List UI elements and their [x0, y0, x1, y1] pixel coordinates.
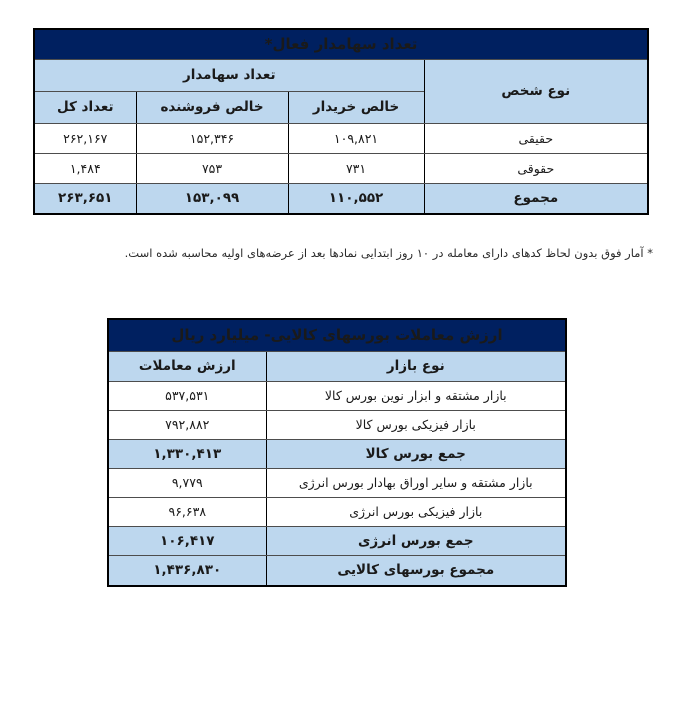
total-value: ۲۶۲,۱۶۷ [34, 123, 136, 153]
trade-value: ۱,۳۳۰,۴۱۳ [108, 439, 266, 468]
column-header-trade-value: ارزش معاملات [108, 351, 266, 381]
person-type-header: نوع شخص [424, 59, 648, 123]
commodity-exchanges-table [107, 318, 567, 587]
market-name: مجموع بورسهای کالایی [266, 555, 566, 586]
trade-value: ۹,۷۷۹ [108, 468, 266, 497]
trade-value: ۵۳۷,۵۳۱ [108, 381, 266, 410]
market-name: بازار فیزیکی بورس کالا [266, 410, 566, 439]
table-row-commodity-exchange-sum [108, 439, 566, 468]
table-row-derivatives-commodity [108, 381, 566, 410]
market-name: جمع بورس انرژی [266, 526, 566, 555]
market-name: بازار فیزیکی بورس انرژی [266, 497, 566, 526]
table-row-individual [34, 123, 648, 153]
table-row-physical-energy [108, 497, 566, 526]
net-seller-value: ۷۵۳ [136, 153, 288, 183]
table-row-sum [34, 183, 648, 214]
commodity-table-title: ارزش معاملات بورسهای کالایی- میلیارد ریال [108, 319, 566, 351]
column-header-total: تعداد کل [34, 91, 136, 123]
net-buyer-value: ۱۰۹,۸۲۱ [288, 123, 424, 153]
total-value: ۱,۴۸۴ [34, 153, 136, 183]
row-label: حقوقی [424, 153, 648, 183]
net-buyer-value: ۷۳۱ [288, 153, 424, 183]
row-label: مجموع [424, 183, 648, 214]
trade-value: ۷۹۲,۸۸۲ [108, 410, 266, 439]
row-label: حقیقی [424, 123, 648, 153]
trade-value: ۱۰۶,۴۱۷ [108, 526, 266, 555]
net-seller-value: ۱۵۲,۳۴۶ [136, 123, 288, 153]
table-row-energy-exchange-sum [108, 526, 566, 555]
column-header-net-seller: خالص فروشنده [136, 91, 288, 123]
column-header-market-type: نوع بازار [266, 351, 566, 381]
column-header-net-buyer: خالص خریدار [288, 91, 424, 123]
total-value: ۲۶۳,۶۵۱ [34, 183, 136, 214]
footnote-text: * آمار فوق بدون لحاظ کدهای دارای معامله در ۱۰ روز ابتدایی نمادها بعد از عرضه‌های اولیه محاسبه شده است. [124, 246, 653, 260]
net-buyer-value: ۱۱۰,۵۵۲ [288, 183, 424, 214]
table-row-physical-commodity [108, 410, 566, 439]
market-name: جمع بورس کالا [266, 439, 566, 468]
trade-value: ۹۶,۶۳۸ [108, 497, 266, 526]
shareholder-count-group-header: تعداد سهامدار [34, 59, 424, 91]
table-row-total-commodity-exchanges [108, 555, 566, 586]
trade-value: ۱,۴۳۶,۸۳۰ [108, 555, 266, 586]
market-name: بازار مشتقه و سایر اوراق بهادار بورس انرژی [266, 468, 566, 497]
table-row-derivatives-energy [108, 468, 566, 497]
net-seller-value: ۱۵۳,۰۹۹ [136, 183, 288, 214]
shareholders-table-title: تعداد سهامدار فعال* [34, 29, 648, 59]
table-row-legal [34, 153, 648, 183]
market-name: بازار مشتقه و ابزار نوین بورس کالا [266, 381, 566, 410]
active-shareholders-table [33, 28, 649, 215]
